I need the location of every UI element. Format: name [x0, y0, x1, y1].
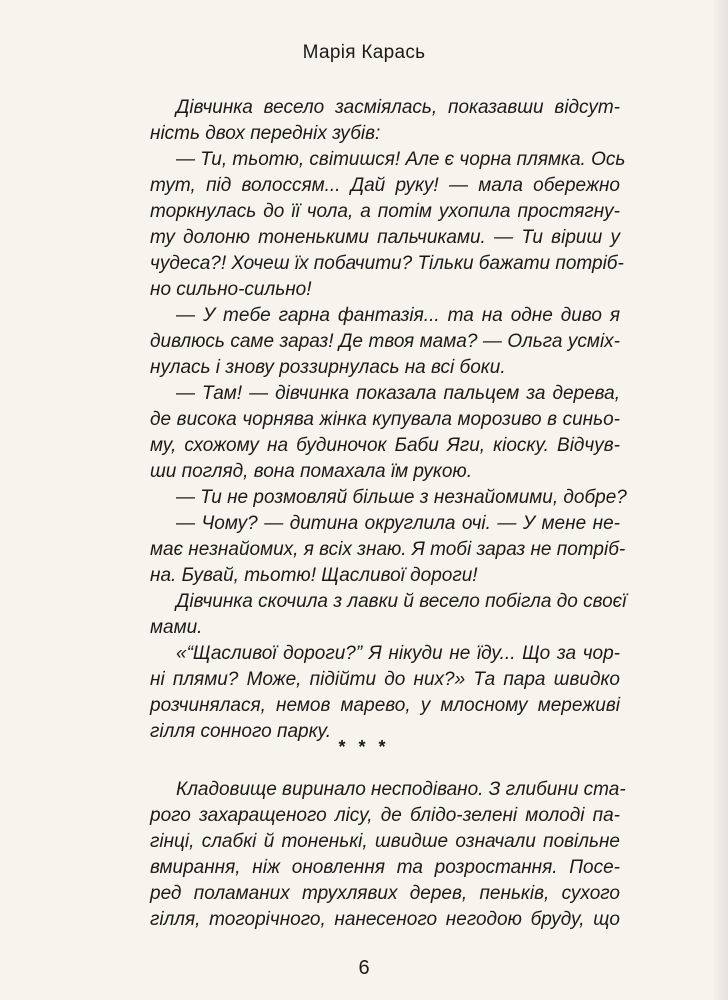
text-line: — Ти не розмовляй більше з незнайомими, добре? — [176, 487, 627, 508]
text-line: ність двох передніх зубів: — [150, 123, 381, 144]
text-line: — Там! — дівчинка показала пальцем за дерева, — [176, 383, 620, 404]
text-line: тут, під волоссям... Дай руку! — мала обережно — [150, 175, 620, 196]
text-line: вмирання, ніж оновлення та розростання. Посе- — [150, 857, 620, 878]
text-line: має незнайомих, я всіх знаю. Я тобі зараз не потріб- — [150, 539, 626, 560]
text-line: — Чому? — дитина округлила очі. — У мене не- — [176, 513, 620, 534]
text-line: де висока чорнява жінка купувала морозиво в синьо- — [150, 409, 620, 430]
text-line: но сильно-сильно! — [150, 279, 312, 300]
text-line: «“Щасливої дороги?” Я нікуди не їду... Що за чор- — [176, 643, 620, 664]
text-line: — Ти, тьотю, світишся! Але є чорна плямка. Ось — [176, 149, 626, 170]
text-line: гілля сонного парку. — [150, 721, 332, 742]
text-line: розчинялася, немов марево, у млосному мереживі — [150, 695, 620, 716]
text-line: ши погляд, вона помахала їм рукою. — [150, 461, 472, 482]
text-line: Кладовище виринало несподівано. З глибини ста- — [176, 779, 626, 800]
page-edge-shadow — [712, 0, 728, 1000]
page-number: 6 — [358, 957, 370, 979]
text-line: — У тебе гарна фантазія... та на одне диво я — [176, 305, 620, 326]
text-line: Дівчинка весело засміялась, показавши відсут- — [176, 97, 620, 118]
text-line: торкнулась до її чола, а потім ухопила простягну- — [150, 201, 620, 222]
text-line: му, схожому на будиночок Баби Яги, кіоску. Відчув- — [150, 435, 620, 456]
text-line: на. Бувай, тьотю! Щасливої дороги! — [150, 565, 478, 586]
running-header: Марія Карась — [302, 42, 426, 63]
text-line: рого захаращеного лісу, де блідо-зелені молоді па- — [150, 805, 620, 826]
text-line: гілля, тогорічного, нанесеного негодою бруду, що — [150, 909, 620, 930]
text-line: Дівчинка скочила з лавки й весело побігла до своєї — [176, 591, 627, 612]
text-line: ту долоню тоненькими пальчиками. — Ти віриш у — [150, 227, 620, 248]
text-line: ні плями? Може, підійти до них?» Та пара швидко — [150, 669, 620, 690]
text-line: дивлюсь саме зараз! Де твоя мама? — Ольга усміх- — [150, 331, 620, 352]
text-line: ред поламаних трухлявих дерев, пеньків, сухого — [150, 883, 620, 904]
text-line: чудеса?! Хочеш їх побачити? Тільки бажати потріб- — [150, 253, 624, 274]
section-separator: * * * — [338, 737, 390, 757]
text-line: мами. — [150, 617, 203, 638]
text-line: нулась і знову роззирнулась на всі боки. — [150, 357, 506, 378]
text-line: гінці, слабкі й тоненькі, швидше означали повільне — [150, 831, 620, 852]
